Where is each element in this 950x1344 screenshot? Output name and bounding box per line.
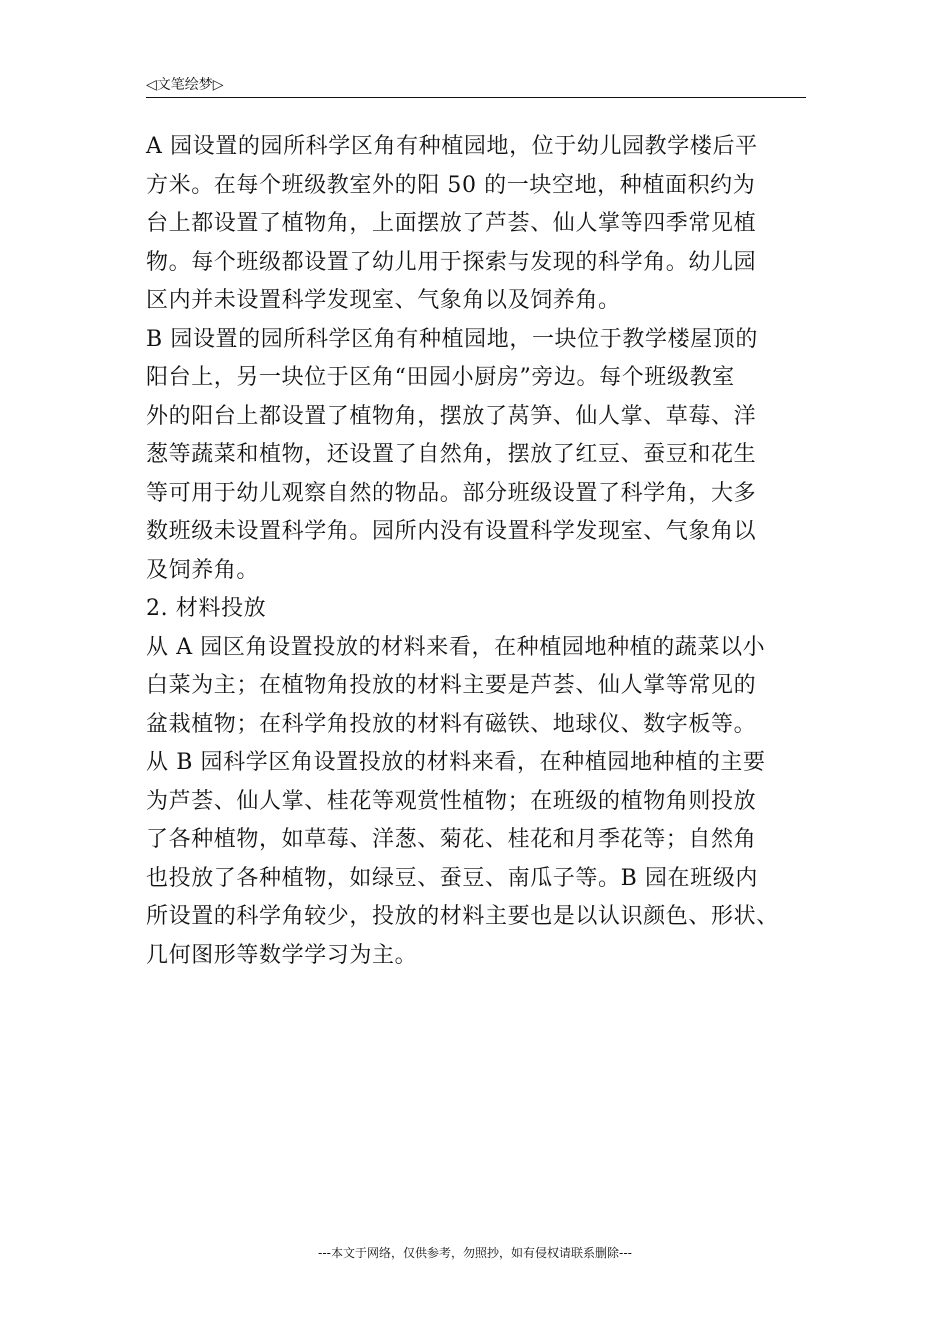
text-line: 等可用于幼儿观察自然的物品。部分班级设置了科学角，大多 — [146, 480, 757, 506]
text-line: 从 B 园科学区角设置投放的材料来看，在种植园地种植的主要 — [146, 750, 766, 775]
text-line: 葱等蔬菜和植物，还设置了自然角，摆放了红豆、蚕豆和花生 — [146, 442, 757, 467]
text-line: 从 A 园区角设置投放的材料来看，在种植园地种植的蔬菜以小 — [146, 634, 766, 660]
text-line: 物。每个班级都设置了幼儿用于探索与发现的科学角。幼儿园 — [146, 249, 757, 275]
text-line: 盆栽植物；在科学角投放的材料有磁铁、地球仪、数字板等。 — [146, 711, 757, 737]
page-header — [146, 76, 806, 98]
text-line: 台上都设置了植物角，上面摆放了芦荟、仙人掌等四季常见植 — [146, 211, 757, 236]
text-line: 白菜为主；在植物角投放的材料主要是芦荟、仙人掌等常见的 — [146, 673, 757, 698]
section-heading: 2. 材料投放 — [146, 596, 267, 621]
page-footer: ---本文于网络，仅供参考，勿照抄，如有侵权请联系删除--- — [318, 1246, 632, 1260]
text-line: B 园设置的园所科学区角有种植园地，一块位于教学楼屋顶的 — [146, 326, 758, 352]
text-line: 外的阳台上都设置了植物角，摆放了莴笋、仙人掌、草莓、洋 — [146, 403, 757, 429]
text-line: 几何图形等数学学习为主。 — [146, 942, 418, 968]
text-line: 也投放了各种植物，如绿豆、蚕豆、南瓜子等。B 园在班级内 — [146, 865, 758, 891]
header-divider — [146, 97, 806, 98]
text-line: 数班级未设置科学角。园所内没有设置科学发现室、气象角以 — [146, 519, 757, 544]
header-title: ◁文笔绘梦▷ — [146, 77, 224, 93]
text-line: 所设置的科学角较少，投放的材料主要也是以认识颜色、形状、 — [146, 904, 779, 929]
text-line: 了各种植物，如草莓、洋葱、菊花、桂花和月季花等；自然角 — [146, 827, 757, 852]
text-line: 区内并未设置科学发现室、气象角以及饲养角。 — [146, 288, 621, 313]
text-line: 及饲养角。 — [146, 557, 260, 583]
text-line: 阳台上，另一块位于区角“田园小厨房”旁边。每个班级教室 — [146, 365, 735, 390]
document-body — [146, 128, 812, 975]
text-line: 为芦荟、仙人掌、桂花等观赏性植物；在班级的植物角则投放 — [146, 788, 757, 814]
text-line: A 园设置的园所科学区角有种植园地，位于幼儿园教学楼后平 — [146, 134, 758, 159]
text-line: 方米。在每个班级教室外的阳 50 的一块空地，种植面积约为 — [146, 172, 756, 198]
